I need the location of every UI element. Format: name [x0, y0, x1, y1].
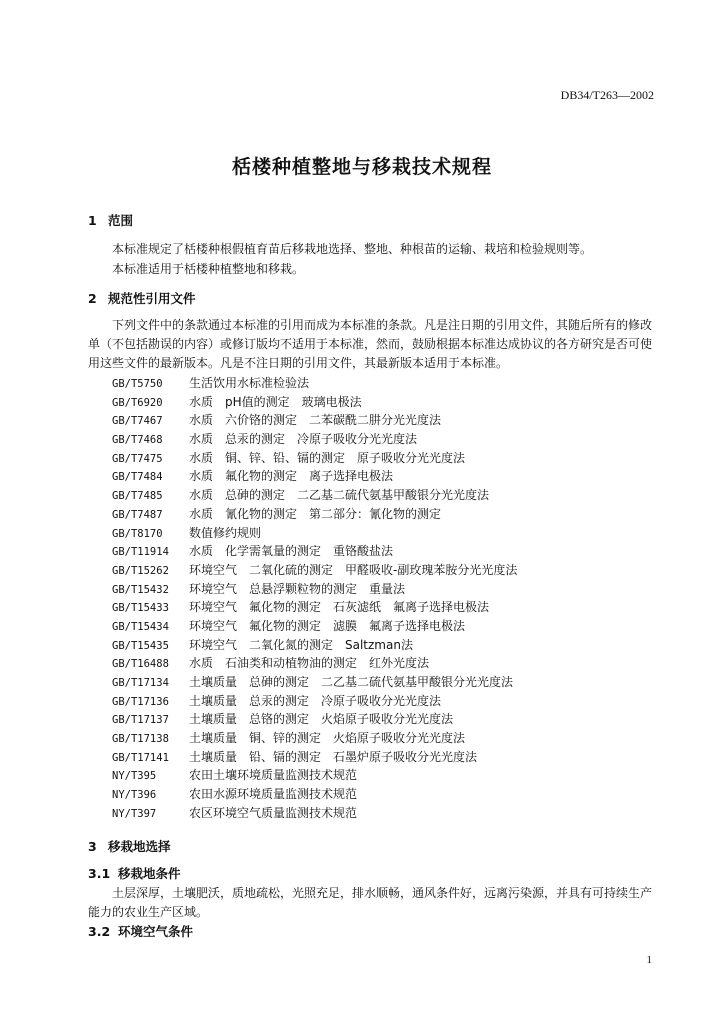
reference-code: NY/T395: [112, 770, 157, 783]
scope-line-1: 本标准规定了栝楼种根假植育苗后移栽地选择、整地、种根苗的运输、栽培和检验规则等。: [112, 242, 593, 256]
section-1-heading: [88, 211, 133, 229]
subsection-title: 环境空气条件: [118, 924, 194, 939]
reference-code: GB/T11914: [112, 546, 169, 559]
reference-item: [112, 654, 517, 673]
reference-code: GB/T15434: [112, 620, 169, 633]
reference-title: 水质 pH值的测定 玻璃电极法: [189, 394, 362, 409]
reference-code: GB/T17138: [112, 733, 169, 746]
reference-item: [112, 710, 517, 729]
section-number: 1: [88, 213, 97, 228]
reference-title: 土壤质量 铜、锌的测定 火焰原子吸收分光光度法: [189, 731, 466, 746]
reference-item: [112, 393, 517, 412]
reference-item: [112, 505, 517, 524]
subsection-3-1-heading: [88, 864, 181, 882]
section-title: 规范性引用文件: [108, 291, 196, 306]
reference-code: GB/T5750: [112, 378, 163, 390]
section-number: 2: [88, 291, 97, 306]
site-condition-paragraph: 土层深厚，土壤肥沃，质地疏松，光照充足，排水顺畅，通风条件好，远离污染源，并具有可持续生产能力的农业生产区域。: [88, 886, 653, 919]
reference-item: [112, 449, 517, 468]
section-3-heading: [88, 837, 171, 855]
reference-code: GB/T15432: [112, 583, 169, 596]
reference-title: 水质 六价铬的测定 二苯碳酰二肼分光光度法: [189, 413, 442, 428]
references-intro-paragraph: 下列文件中的条款通过本标准的引用而成为本标准的条款。凡是注日期的引用文件，其随后所有的修改单（不包括勘误的内容）或修订版均不适用于本标准，然而，鼓励根据本标准达成协议的各方研究是否可使用这些文件的最新版本。凡是不注日期的引用文件，其最新版本适用于本标准。: [88, 318, 653, 370]
reference-title: 土壤质量 铅、镉的测定 石墨炉原子吸收分光光度法: [189, 749, 478, 764]
reference-code: GB/T16488: [112, 658, 169, 671]
reference-item: [112, 692, 517, 711]
reference-title: 数值修约规则: [189, 525, 262, 540]
scope-line-2: 本标准适用于栝楼种植整地和移栽。: [112, 262, 305, 276]
reference-title: 水质 石油类和动植物油的测定 红外光度法: [189, 656, 430, 671]
subsection-number: 3.2: [88, 924, 111, 939]
reference-code: GB/T15262: [112, 564, 169, 577]
reference-code: GB/T7468: [112, 434, 163, 447]
section-title: 范围: [108, 213, 134, 228]
reference-code: GB/T15435: [112, 639, 169, 652]
reference-item: [112, 542, 517, 561]
reference-code: NY/T396: [112, 789, 157, 802]
page-number: 1: [646, 954, 652, 966]
reference-title: 土壤质量 总汞的测定 冷原子吸收分光光度法: [189, 693, 442, 708]
subsection-title: 移栽地条件: [118, 866, 181, 881]
reference-code: GB/T17137: [112, 714, 169, 727]
section-2-heading: [88, 289, 196, 307]
reference-item: [112, 580, 517, 599]
section-title: 移栽地选择: [108, 839, 171, 854]
reference-title: 农田水源环境质量监测技术规范: [189, 787, 358, 802]
reference-code: GB/T7487: [112, 508, 163, 521]
reference-code: GB/T7475: [112, 452, 163, 465]
reference-title: 生活饮用水标准检验法: [189, 376, 310, 390]
reference-title: 环境空气 总悬浮颗粒物的测定 重量法: [189, 581, 406, 596]
section-number: 3: [88, 839, 97, 854]
references-list: [112, 374, 517, 823]
reference-title: 水质 氰化物的测定 第二部分：氰化物的测定: [189, 506, 442, 521]
reference-item: [112, 411, 517, 430]
reference-title: 农区环境空气质量监测技术规范: [189, 805, 358, 820]
reference-title: 农田土壤环境质量监测技术规范: [189, 768, 358, 783]
reference-item: [112, 561, 517, 580]
reference-title: 土壤质量 总铬的测定 火焰原子吸收分光光度法: [189, 712, 454, 727]
reference-title: 环境空气 氟化物的测定 滤膜 氟离子选择电极法: [189, 618, 466, 633]
reference-item: [112, 524, 517, 543]
reference-item: [112, 617, 517, 636]
subsection-3-2-heading: [88, 922, 193, 940]
reference-code: GB/T8170: [112, 527, 163, 540]
reference-item: [112, 785, 517, 804]
reference-title: 水质 铜、锌、铅、镉的测定 原子吸收分光光度法: [189, 450, 466, 465]
reference-title: 水质 化学需氧量的测定 重铬酸盐法: [189, 544, 394, 559]
subsection-number: 3.1: [88, 866, 111, 881]
reference-item: [112, 673, 517, 692]
reference-item: [112, 486, 517, 505]
reference-title: 环境空气 二氧化硫的测定 甲醛吸收-副玫瑰苯胺分光光度法: [189, 562, 518, 577]
reference-item: [112, 374, 517, 393]
reference-item: [112, 598, 517, 617]
document-code: DB34/T263—2002: [560, 88, 654, 102]
reference-code: GB/T7484: [112, 471, 163, 484]
reference-title: 土壤质量 总砷的测定 二乙基二硫代氨基甲酸银分光光度法: [189, 675, 514, 689]
reference-title: 环境空气 二氧化氮的测定 Saltzman法: [189, 637, 413, 652]
reference-code: GB/T7467: [112, 415, 163, 428]
reference-item: [112, 748, 517, 767]
reference-item: [112, 766, 517, 785]
reference-item: [112, 636, 517, 655]
reference-code: GB/T6920: [112, 396, 163, 409]
reference-title: 环境空气 氟化物的测定 石灰滤纸 氟离子选择电极法: [189, 600, 490, 615]
reference-code: GB/T17141: [112, 751, 169, 764]
reference-item: [112, 729, 517, 748]
reference-code: GB/T15433: [112, 602, 169, 615]
reference-code: NY/T397: [112, 807, 157, 820]
reference-item: [112, 804, 517, 823]
reference-code: GB/T17136: [112, 695, 169, 708]
reference-title: 水质 总砷的测定 二乙基二硫代氨基甲酸银分光光度法: [189, 488, 490, 503]
reference-code: GB/T7485: [112, 490, 163, 503]
reference-title: 水质 总汞的测定 冷原子吸收分光光度法: [189, 432, 418, 447]
reference-item: [112, 467, 517, 486]
reference-code: GB/T17134: [112, 677, 169, 689]
reference-item: [112, 430, 517, 449]
document-title: 栝楼种植整地与移栽技术规程: [231, 156, 492, 178]
reference-title: 水质 氟化物的测定 离子选择电极法: [189, 469, 394, 484]
